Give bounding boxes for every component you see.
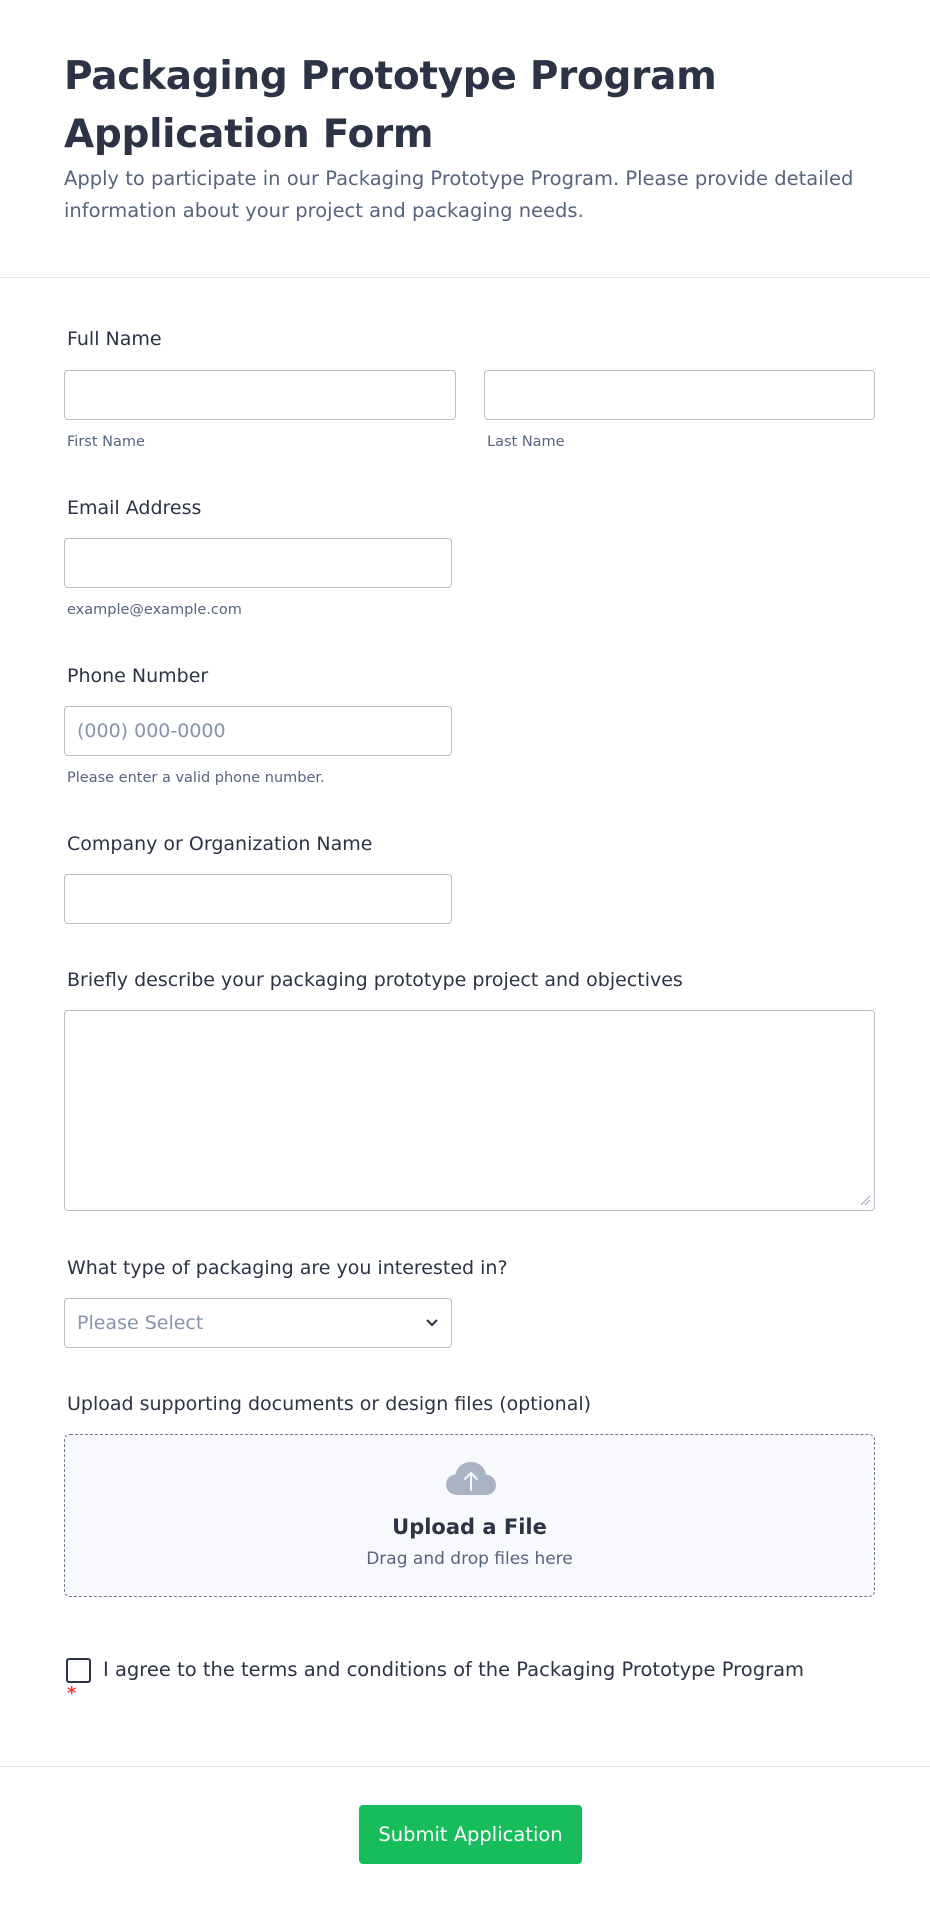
cloud-upload-icon (445, 1459, 497, 1499)
chevron-down-icon (425, 1316, 439, 1330)
phone-sublabel: Please enter a valid phone number. (67, 770, 325, 786)
description-label: Briefly describe your packaging prototype project and objectives (67, 969, 683, 991)
email-input[interactable] (64, 538, 452, 588)
company-input[interactable] (64, 874, 452, 924)
email-label: Email Address (67, 497, 202, 519)
upload-label: Upload supporting documents or design files (optional) (67, 1393, 592, 1415)
description-textarea[interactable] (64, 1010, 875, 1211)
packaging-type-select[interactable] (64, 1298, 452, 1348)
phone-input[interactable] (64, 706, 452, 756)
upload-title: Upload a File (392, 1515, 547, 1539)
full-name-label: Full Name (67, 328, 162, 350)
terms-checkbox[interactable] (66, 1658, 91, 1683)
phone-label: Phone Number (67, 665, 209, 687)
first-name-sublabel: First Name (67, 434, 145, 450)
page-subtitle: Apply to participate in our Packaging Prototype Program. Please provide detailed information about your project and packaging needs. (64, 167, 854, 222)
file-upload-dropzone[interactable] (64, 1434, 875, 1597)
upload-subtitle: Drag and drop files here (366, 1549, 573, 1569)
last-name-sublabel: Last Name (487, 434, 565, 450)
packaging-type-label: What type of packaging are you interested in? (67, 1257, 508, 1279)
resize-grip-icon[interactable] (860, 1195, 871, 1206)
page-title: Packaging Prototype Program Application Form (64, 54, 717, 157)
last-name-input[interactable] (484, 370, 875, 420)
terms-label[interactable]: I agree to the terms and conditions of the Packaging Prototype Program (103, 1658, 805, 1681)
packaging-type-selected: Please Select (77, 1312, 204, 1334)
email-sublabel: example@example.com (67, 602, 242, 618)
form-header (0, 0, 930, 278)
first-name-input[interactable] (64, 370, 456, 420)
required-asterisk: * (67, 1683, 77, 1704)
footer-divider (0, 1766, 930, 1767)
company-label: Company or Organization Name (67, 833, 373, 855)
submit-application-button[interactable]: Submit Application (359, 1805, 582, 1864)
